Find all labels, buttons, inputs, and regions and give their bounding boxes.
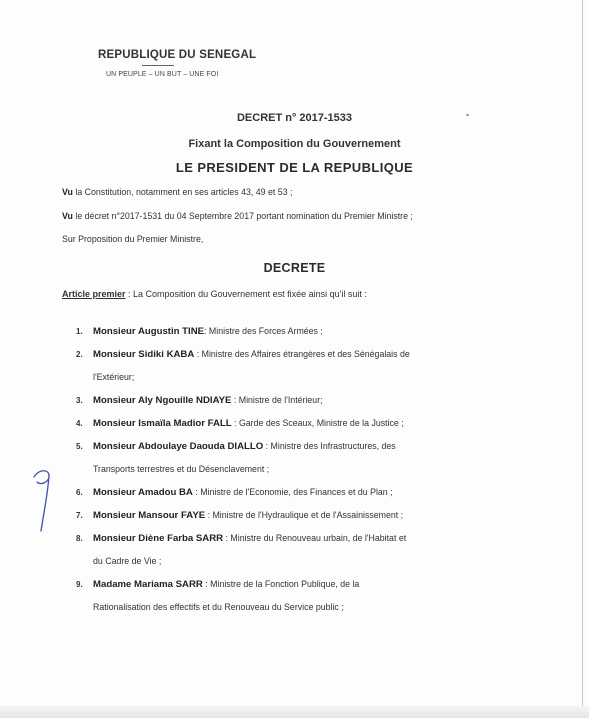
page-edge-right [582, 0, 583, 718]
list-item [76, 320, 506, 343]
minister-role-continued: l'Extérieur; [93, 372, 135, 382]
page-edge-bottom [0, 706, 589, 718]
minister-name: Madame Mariama SARR [93, 579, 203, 590]
republic-name: REPUBLIQUE DU SENEGAL [98, 49, 257, 61]
minister-name: Monsieur Amadou BA [93, 487, 193, 498]
minister-role: : Ministre des Affaires étrangères et des Sénégalais de [194, 349, 410, 359]
minister-name: Monsieur Diène Farba SARR [93, 533, 224, 544]
list-item [76, 504, 506, 527]
minister-role-continued: Transports terrestres et du Désenclavement ; [93, 464, 270, 474]
item-number: 3. [76, 396, 83, 405]
minister-role-continued: du Cadre de Vie ; [93, 556, 162, 566]
item-number: 8. [76, 534, 83, 543]
minister-name: Monsieur Ismaïla Madior FALL [93, 418, 232, 429]
proposal-line: Sur Proposition du Premier Ministre, [62, 234, 204, 244]
minister-role: : Ministre de la Fonction Publique, de la [202, 579, 360, 589]
list-item [76, 435, 506, 481]
minister-role: : Ministre de l'Hydraulique et de l'Assainissement ; [205, 510, 404, 520]
letterhead [98, 49, 298, 78]
list-item [76, 412, 506, 435]
minister-role: : Ministre de l'Intérieur; [231, 395, 323, 405]
article-first [62, 289, 532, 299]
minister-name: Monsieur Abdoulaye Daouda DIALLO [93, 441, 264, 452]
handwritten-mark-icon [30, 465, 60, 535]
minister-role: : Ministre de l'Economie, des Finances et du Plan ; [192, 487, 393, 497]
item-number: 5. [76, 442, 83, 451]
list-item [76, 343, 506, 389]
vu-label: Vu [62, 187, 73, 197]
national-motto: UN PEUPLE – UN BUT – UNE FOI [106, 71, 219, 78]
item-number: 6. [76, 488, 83, 497]
minister-role: : Ministre du Renouveau urbain, de l'Habitat et [223, 533, 407, 543]
list-item [76, 481, 506, 504]
list-item [76, 389, 506, 412]
item-number: 1. [76, 327, 83, 336]
list-item [76, 573, 506, 619]
minister-name: Monsieur Aly Ngouille NDIAYE [93, 395, 232, 406]
minister-name: Monsieur Mansour FAYE [93, 510, 206, 521]
minister-role: : Ministre des Forces Armées ; [204, 326, 323, 336]
vu-text: la Constitution, notamment en ses articles 43, 49 et 53 ; [72, 187, 293, 197]
minister-role-continued: Rationalisation des effectifs et du Renouveau du Service public ; [93, 602, 344, 612]
vu-decree [62, 211, 522, 222]
decree-number: DECRET n° 2017-1533 [236, 112, 353, 124]
list-item [76, 527, 506, 573]
vu-label: Vu [62, 211, 73, 221]
minister-name: Monsieur Sidiki KABA [93, 349, 195, 360]
president-title: LE PRESIDENT DE LA REPUBLIQUE [175, 160, 414, 175]
minister-role: : Garde des Sceaux, Ministre de la Justice ; [231, 418, 404, 428]
item-number: 7. [76, 511, 83, 520]
article-text: : La Composition du Gouvernement est fixée ainsi qu'il suit : [125, 289, 367, 299]
item-number: 2. [76, 350, 83, 359]
article-label: Article premier [62, 289, 126, 299]
decree-subject: Fixant la Composition du Gouvernement [188, 138, 401, 150]
item-number: 9. [76, 580, 83, 589]
minister-role: : Ministre des Infrastructures, des [263, 441, 396, 451]
vu-text: le décret n°2017-1531 du 04 Septembre 2017 portant nomination du Premier Ministre ; [72, 211, 413, 221]
minister-name: Monsieur Augustin TINE [93, 326, 205, 337]
vu-constitution [62, 187, 522, 198]
letterhead-divider [142, 65, 174, 66]
item-number: 4. [76, 419, 83, 428]
decrete-heading: DECRETE [263, 261, 326, 275]
